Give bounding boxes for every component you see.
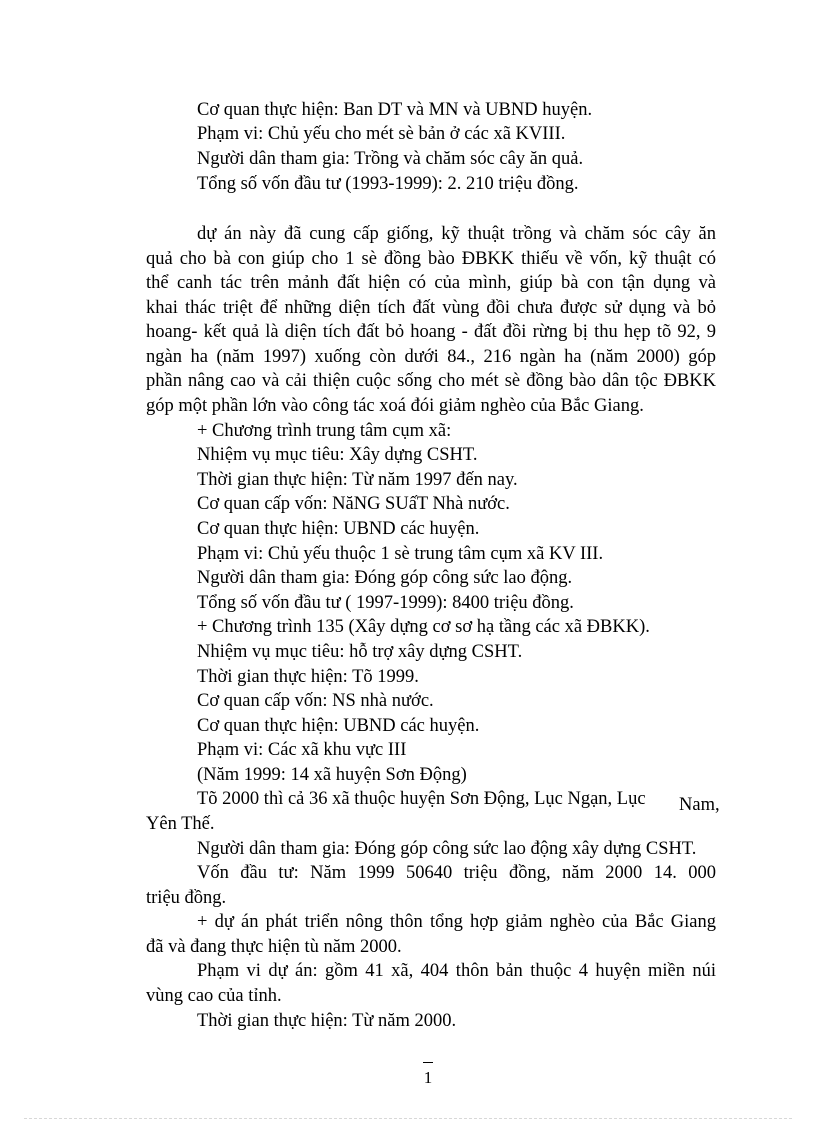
paragraph-line: hoang- kết quả là diện tích đất bỏ hoang - đất đồi rừng bị thu hẹp tõ 92, 9: [146, 322, 716, 342]
text-line: Tổng số vốn đầu tư ( 1997-1999): 8400 triệu đồng.: [197, 593, 574, 613]
text-line: Cơ quan thực hiện: UBND các huyện.: [197, 519, 480, 539]
paragraph-line: triệu đồng.: [146, 888, 227, 908]
paragraph-line: dự án này đã cung cấp giống, kỹ thuật trồng và chăm sóc cây ăn: [197, 224, 716, 244]
paragraph-line: Phạm vi dự án: gồm 41 xã, 404 thôn bản thuộc 4 huyện miền núi: [197, 961, 716, 981]
text-line: Phạm vi: Chủ yếu cho mét sè bản ở các xã KVIII.: [197, 124, 566, 144]
paragraph-line: ngàn ha (năm 1997) xuống còn dưới 84., 216 ngàn ha (năm 2000) góp: [146, 347, 716, 367]
text-line: Cơ quan cấp vốn: NS nhà nước.: [197, 691, 434, 711]
text-line: Nhiệm vụ mục tiêu: hỗ trợ xây dựng CSHT.: [197, 642, 523, 662]
section-heading: + Chương trình 135 (Xây dựng cơ sơ hạ tầng các xã ĐBKK).: [197, 617, 650, 637]
page-number-bar: [423, 1062, 433, 1063]
text-line: Thời gian thực hiện: Từ năm 1997 đến nay.: [197, 470, 518, 490]
paragraph-line: + dự án phát triển nông thôn tổng hợp giảm nghèo của Bắc Giang: [197, 912, 716, 932]
section-heading: + Chương trình trung tâm cụm xã:: [197, 421, 452, 441]
text-line: Người dân tham gia: Đóng góp công sức lao động.: [197, 568, 573, 588]
text-line: (Năm 1999: 14 xã huyện Sơn Động): [197, 765, 467, 785]
text-line: Phạm vi: Các xã khu vực III: [197, 740, 407, 760]
text-line: Nhiệm vụ mục tiêu: Xây dựng CSHT.: [197, 445, 478, 465]
paragraph-line: khai thác triệt để những diện tích đất vùng đồi chưa được sử dụng và bỏ: [146, 298, 716, 318]
paragraph-line: đã và đang thực hiện tù năm 2000.: [146, 937, 402, 957]
text-line: Tõ 2000 thì cả 36 xã thuộc huyện Sơn Động, Lục Ngạn, Lục: [197, 789, 646, 809]
page-bottom-divider: [24, 1118, 792, 1119]
text-line-fragment: Nam,: [679, 795, 720, 815]
text-line: Phạm vi: Chủ yếu thuộc 1 sè trung tâm cụm xã KV III.: [197, 544, 604, 564]
paragraph-line: thể canh tác trên mảnh đất hiện có của mình, giúp bà con tận dụng và: [146, 273, 716, 293]
paragraph-line: quả cho bà con giúp cho 1 sè đồng bào ĐBKK thiếu về vốn, kỹ thuật có: [146, 249, 716, 269]
text-line: Thời gian thực hiện: Từ năm 2000.: [197, 1011, 457, 1031]
paragraph-line: vùng cao của tỉnh.: [146, 986, 282, 1006]
text-line: Yên Thế.: [146, 814, 215, 834]
page-number: [416, 1060, 440, 1089]
paragraph-line: góp một phần lớn vào công tác xoá đói giảm nghèo của Bắc Giang.: [146, 396, 644, 416]
text-line: Cơ quan thực hiện: UBND các huyện.: [197, 716, 480, 736]
text-line: Thời gian thực hiện: Tõ 1999.: [197, 667, 419, 687]
text-line: Người dân tham gia: Đóng góp công sức lao động xây dựng CSHT.: [197, 839, 697, 859]
paragraph-line: phần nâng cao và cải thiện cuộc sống cho mét sè đồng bào dân tộc ĐBKK: [146, 371, 716, 391]
text-line: Cơ quan thực hiện: Ban DT và MN và UBND huyện.: [197, 100, 593, 120]
text-line: Cơ quan cấp vốn: NăNG SUấT Nhà nước.: [197, 494, 510, 514]
paragraph-line: Vốn đầu tư: Năm 1999 50640 triệu đồng, năm 2000 14. 000: [197, 863, 716, 883]
page-number-value: 1: [423, 1068, 433, 1087]
text-line: Tổng số vốn đầu tư (1993-1999): 2. 210 triệu đồng.: [197, 174, 579, 194]
text-line: Người dân tham gia: Trồng và chăm sóc cây ăn quả.: [197, 149, 584, 169]
